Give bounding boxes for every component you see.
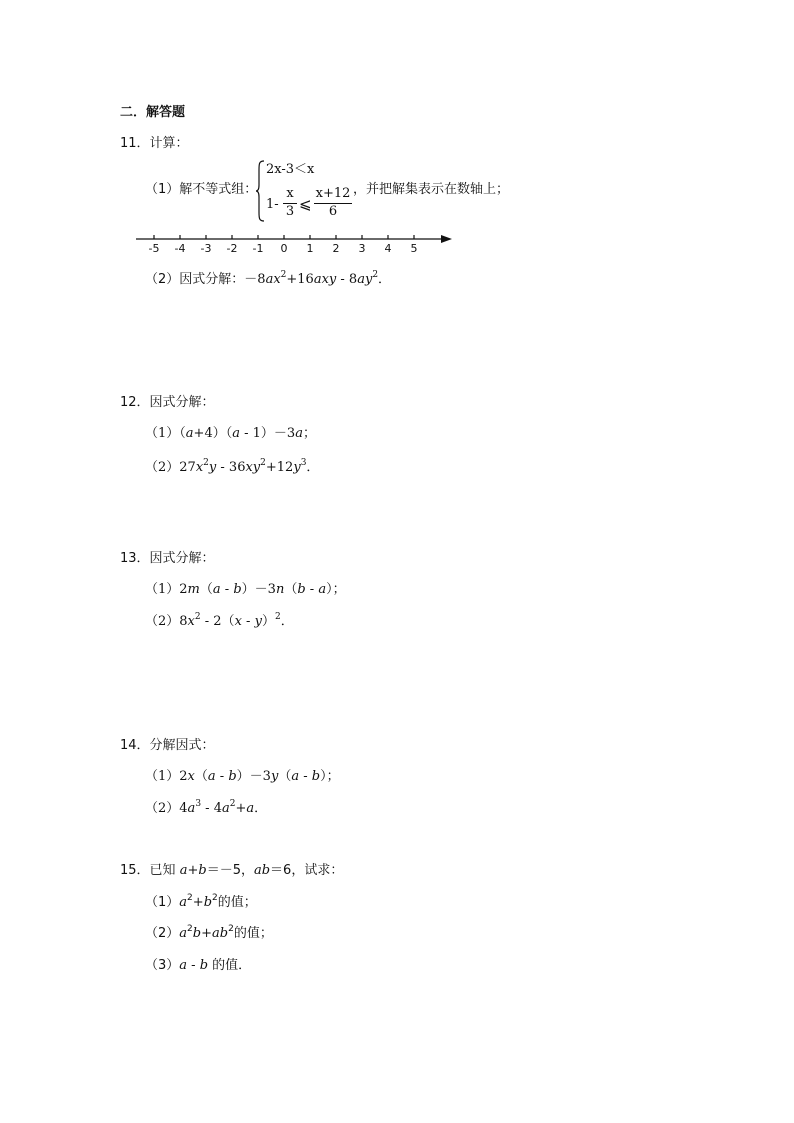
q14-stem: 14．分解因式：	[120, 738, 215, 753]
number-line-tick-label: -3	[200, 242, 212, 255]
number-line-tick-label: 3	[358, 242, 366, 255]
q12-part1: （1）（a+4）（a - 1）－3a；	[145, 426, 316, 441]
q14-part2: $(2)4a^3 - 4a^2+a$．	[145, 799, 268, 816]
q15-stem: 15．已知 a+b＝－5，ab＝6，试求：	[120, 863, 344, 878]
number-line-tick-label: 0	[280, 242, 288, 255]
fraction-x-over-3	[283, 186, 297, 220]
q11-part2: （2）因式分解：$-8ax^2+16axy - 8ay^2$．	[145, 270, 392, 287]
section-title: 二．解答题	[120, 105, 186, 120]
q14-part1: （1）2x（a - b）－3y（a - b）；	[145, 769, 340, 784]
q11-part1-tail: ，并把解集表示在数轴上；	[353, 182, 510, 197]
q13-part2: $(2)8x^2 - 2(x - y)^2$．	[145, 612, 294, 629]
inequality-1: 2x-3＜x	[266, 162, 315, 177]
part-label: （2）因式分解：	[145, 272, 245, 287]
fraction-numerator: x+12	[315, 186, 351, 201]
q15-part2: $(2)a^2b+ab^2$的值；	[145, 924, 273, 941]
q11-stem: 11．计算：	[120, 136, 189, 151]
number-line-tick-label: 2	[332, 242, 340, 255]
number-line-tick-label: -4	[174, 242, 186, 255]
q13-part1: （1）2m（a - b）－3n（b - a）；	[145, 582, 346, 597]
number-line-tick-label: -2	[226, 242, 238, 255]
inequality-2-lead: 1-	[266, 197, 279, 212]
q13-stem: 13．因式分解：	[120, 551, 215, 566]
fraction-x12-over-6	[314, 186, 352, 220]
q15-part3: （3）a - b 的值．	[145, 958, 252, 973]
leq-sign: ⩽	[299, 195, 312, 213]
number-line-tick-label: 1	[306, 242, 314, 255]
q12-stem: 12．因式分解：	[120, 395, 215, 410]
q11-part1-label: （1）解不等式组：	[145, 182, 258, 197]
number-line-tick-label: -1	[252, 242, 264, 255]
q15-part1: $(1)a^2+b^2$的值；	[145, 893, 257, 910]
q12-part2: $(2)27x^2y - 36xy^2+12y^3$．	[145, 458, 320, 475]
fraction-numerator: x	[286, 186, 294, 201]
number-line-tick-label: 4	[384, 242, 392, 255]
fraction-denominator: 3	[285, 204, 295, 219]
number-line-tick-label: 5	[410, 242, 418, 255]
system-brace	[255, 160, 265, 222]
number-line-tick-label: -5	[148, 242, 160, 255]
fraction-denominator: 6	[328, 204, 338, 219]
